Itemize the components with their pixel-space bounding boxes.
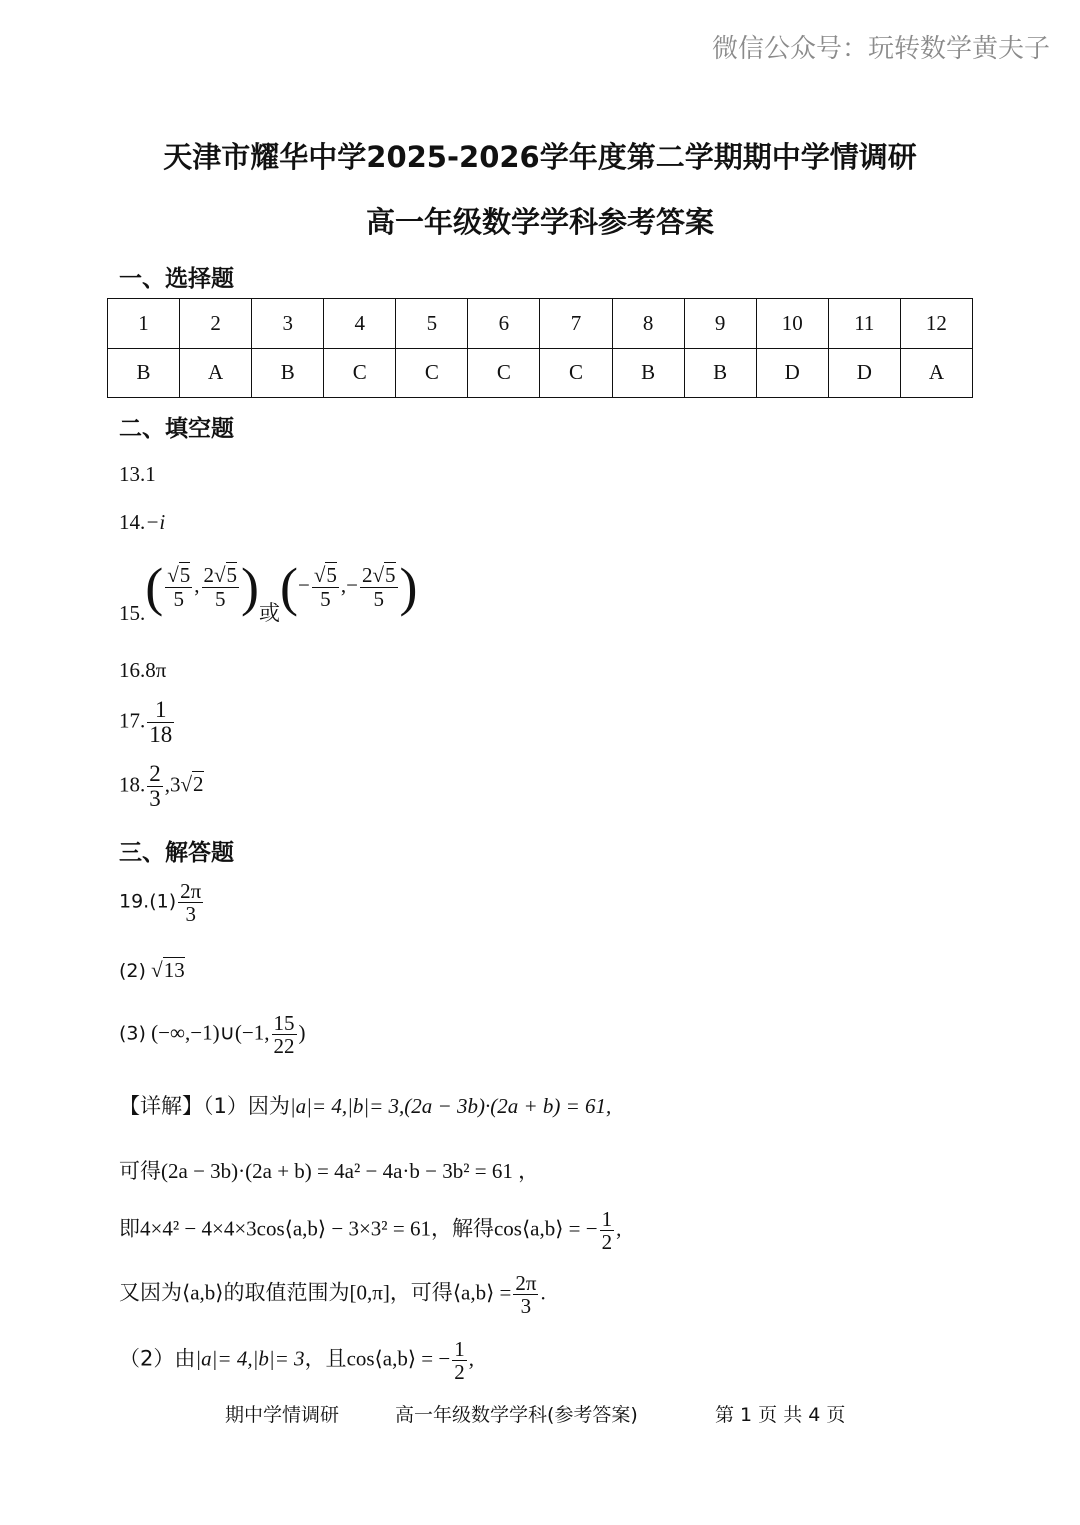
answer-19-3-numerator: 15 (273, 1011, 295, 1035)
detail-line-1 (119, 1090, 611, 1120)
step2-prefix: 即 (119, 1216, 140, 1241)
answer-16: 16.8π (119, 658, 167, 682)
answer-19-1 (119, 880, 205, 925)
answer-15: 15.( $\frac{√5}{5}$ , $\frac{2√5}{5}$ )或(− $\frac{√5}{5}$ ,− $\frac{2√5}{5}$ ) (119, 557, 418, 625)
answer-18-numerator: 2 (149, 761, 161, 786)
section-heading-solve: 三、解答题 (119, 840, 234, 866)
answer-cell: C (396, 348, 468, 398)
answer-18-denominator: 3 (149, 786, 161, 812)
answer-cell: C (540, 348, 612, 398)
detail-line-2 (119, 1155, 539, 1185)
answer-14-label: 14. (119, 510, 146, 534)
answer-14-value: −i (145, 510, 166, 534)
answer-19-3-denominator: 22 (273, 1034, 295, 1059)
part2-half-numerator: 1 (454, 1337, 465, 1361)
detail-line-3: 即4×4² − 4×4×3cos⟨a,b⟩ − 3×3² = 61，解得cos⟨a,b⟩ = − $\frac{1}{2}$ , (119, 1207, 622, 1255)
step2-half-denominator: 2 (601, 1230, 613, 1255)
question-number-cell: 10 (756, 299, 828, 349)
question-number-cell: 9 (684, 299, 756, 349)
answer-cell: A (900, 348, 972, 398)
answer-19-3: (3) (−∞,−1)∪(−1, $\frac{15}{22}$ ) (119, 1011, 306, 1059)
answer-cell: D (828, 348, 900, 398)
detail-line-4: 又因为⟨a,b⟩的取值范围为[0,π]，可得⟨a,b⟩ = $\frac{2\pi}{3}$ . (119, 1271, 546, 1319)
step2-half-numerator: 1 (601, 1207, 613, 1231)
document-subtitle: 高一年级数学学科参考答案 (365, 205, 714, 239)
choice-answer-table (107, 298, 973, 398)
step1-expression: (2a − 3b)·(2a + b) = 4a² − 4a·b − 3b² = 61 ， (161, 1159, 540, 1183)
answer-cell: B (684, 348, 756, 398)
answer-18-radicand: 2 (193, 772, 204, 797)
question-number-cell: 11 (828, 299, 900, 349)
part2-half-denominator: 2 (454, 1360, 465, 1385)
answer-18: 18. $\frac{2}{3}$ ,3√2 (119, 761, 204, 812)
watermark-text: 微信公众号：玩转数学黄夫子 (711, 34, 1050, 64)
footer-left: 期中学情调研 (225, 1404, 340, 1426)
detail-given: |a|= 4,|b|= 3,(2a − 3b)·(2a + b) = 61, (289, 1094, 612, 1118)
answer-cell: C (324, 348, 396, 398)
step1-prefix: 可得 (119, 1159, 161, 1183)
question-number-row (108, 299, 973, 349)
document-title: 天津市耀华中学2025-2026学年度第二学期期中学情调研 (163, 140, 917, 174)
answer-19-1-denominator: 3 (185, 902, 196, 927)
part2-expression: |a|= 4,|b|= 3 (195, 1346, 305, 1371)
answer-17-denominator: 18 (149, 722, 173, 748)
answer-17-numerator: 1 (147, 698, 174, 723)
section-heading-fill: 二、填空题 (119, 416, 234, 442)
question-number-cell: 7 (540, 299, 612, 349)
detail-line-5: （2）由|a|= 4,|b|= 3，且cos⟨a,b⟩ = − $\frac{1}{2}$ , (119, 1337, 474, 1385)
answer-19-2: (2) √13 (119, 958, 185, 982)
footer-page-number: 第 1 页 共 4 页 (715, 1404, 846, 1426)
answer-15-label: 15. (119, 600, 146, 625)
step3-range: [0,π] (349, 1280, 390, 1305)
question-number-cell: 4 (324, 299, 396, 349)
question-number-cell: 6 (468, 299, 540, 349)
answer-19-3-interval: (−∞,−1)∪(−1, (151, 1020, 270, 1045)
answer-14 (119, 510, 165, 535)
answer-13: 13.1 (119, 462, 156, 486)
step3-angle: ⟨a,b⟩ (182, 1280, 224, 1305)
answer-18-rest: ,3 (164, 772, 181, 797)
answer-19-2-radicand: 13 (163, 958, 185, 982)
question-number-cell: 12 (900, 299, 972, 349)
answer-19-1-numerator: 2π (180, 879, 202, 903)
step2-mid: ，解得 (430, 1216, 494, 1241)
step2-expression: 4×4² − 4×4×3cos⟨a,b⟩ − 3×3² = 61 (140, 1216, 431, 1241)
answer-cell: B (612, 348, 684, 398)
answer-17-label: 17. (119, 708, 146, 733)
step3-then: ，可得 (389, 1280, 453, 1305)
answer-cell: B (252, 348, 324, 398)
step3-mid: 的取值范围为 (223, 1280, 350, 1305)
part2-result: cos⟨a,b⟩ = − (346, 1346, 451, 1371)
part2-prefix: （2）由 (119, 1346, 196, 1371)
step2-result: cos⟨a,b⟩ = − (493, 1216, 598, 1241)
answer-cell: B (108, 348, 180, 398)
answer-18-label: 18. (119, 772, 146, 797)
question-number-cell: 1 (108, 299, 180, 349)
answer-17 (119, 698, 176, 747)
answer-cell: A (180, 348, 252, 398)
footer-center: 高一年级数学学科(参考答案) (395, 1404, 638, 1426)
question-number-cell: 5 (396, 299, 468, 349)
answer-19-1-label: 19.(1) (119, 890, 177, 913)
detail-tag: 【详解】（1）因为 (119, 1094, 290, 1118)
answer-19-2-label: (2) (119, 960, 146, 982)
step3-result: ⟨a,b⟩ = (452, 1280, 512, 1305)
question-number-cell: 2 (180, 299, 252, 349)
question-number-cell: 3 (252, 299, 324, 349)
answer-cell: C (468, 348, 540, 398)
answer-15-or: 或 (259, 600, 281, 625)
question-number-cell: 8 (612, 299, 684, 349)
answer-cell: D (756, 348, 828, 398)
part2-and: ，且 (304, 1346, 347, 1371)
step3-numerator: 2π (515, 1271, 537, 1295)
step3-prefix: 又因为 (119, 1280, 182, 1305)
section-heading-choice: 一、选择题 (119, 266, 234, 292)
answer-19-3-label: (3) (119, 1022, 146, 1045)
step3-denominator: 3 (520, 1294, 532, 1319)
answer-row (108, 348, 973, 398)
